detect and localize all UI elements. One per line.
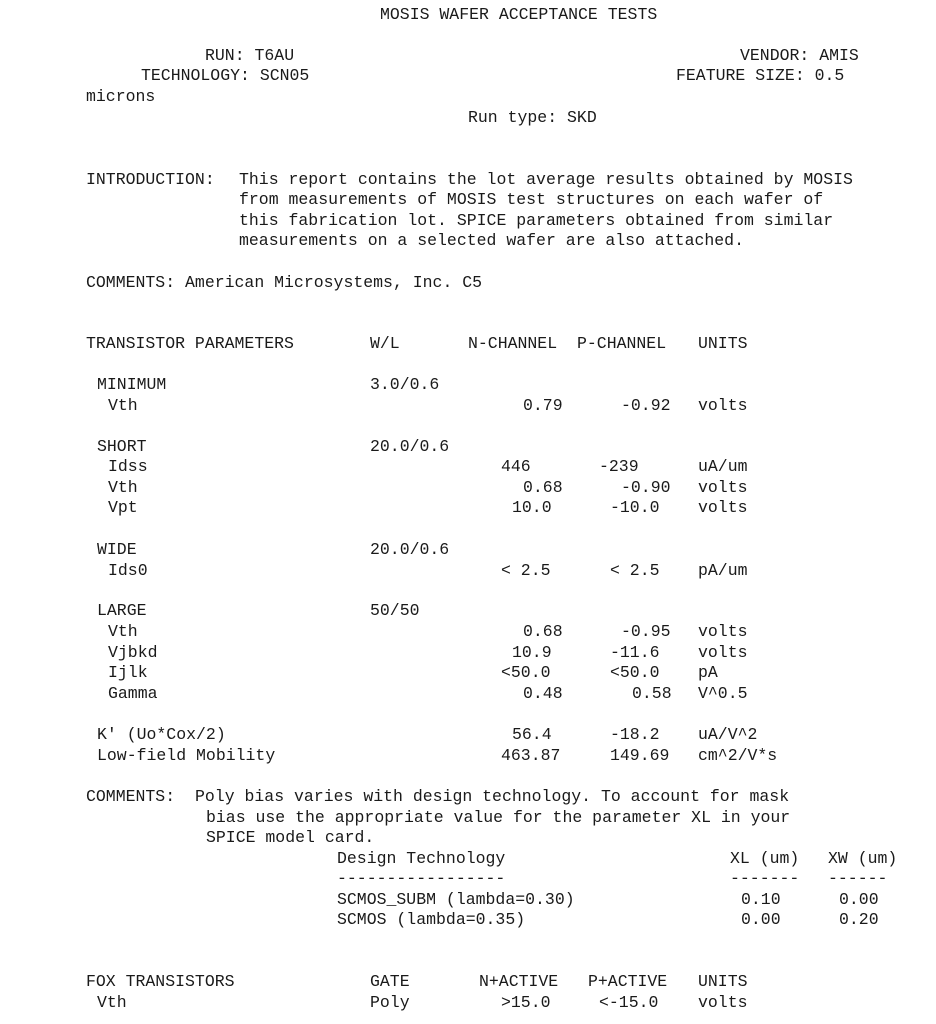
- run-id: RUN: T6AU: [205, 46, 295, 65]
- group-name: WIDE: [97, 540, 137, 559]
- unit: volts: [698, 643, 748, 662]
- p-channel-value: -239: [599, 457, 639, 476]
- group-wl: 3.0/0.6: [370, 375, 440, 394]
- group-wl: 20.0/0.6: [370, 437, 450, 456]
- col-header-gate: GATE: [370, 972, 410, 991]
- introduction-line: measurements on a selected wafer are also attached.: [239, 231, 744, 250]
- col-header-n-channel: N-CHANNEL: [468, 334, 558, 353]
- col-header-wl: W/L: [370, 334, 400, 353]
- n-channel-value: 10.0: [512, 498, 552, 517]
- p-channel-value: -10.0: [610, 498, 660, 517]
- unit: cm^2/V*s: [698, 746, 778, 765]
- gate-value: Poly: [370, 993, 410, 1012]
- unit: volts: [698, 396, 748, 415]
- col-header-fox-transistors: FOX TRANSISTORS: [86, 972, 235, 991]
- unit: volts: [698, 622, 748, 641]
- comments-label: COMMENTS:: [86, 787, 176, 806]
- param-name: K' (Uo*Cox/2): [97, 725, 226, 744]
- xw-value: 0.00: [839, 890, 879, 909]
- xl-value: 0.10: [741, 890, 781, 909]
- p-channel-value: 149.69: [610, 746, 670, 765]
- n-channel-value: 56.4: [512, 725, 552, 744]
- report-title: MOSIS WAFER ACCEPTANCE TESTS: [380, 5, 658, 24]
- n-channel-value: 0.79: [523, 396, 563, 415]
- n-channel-value: 446: [501, 457, 531, 476]
- design-technology: SCMOS_SUBM (lambda=0.30): [337, 890, 575, 909]
- introduction-line: from measurements of MOSIS test structures on each wafer of: [239, 190, 824, 209]
- p-channel-value: -0.92: [621, 396, 671, 415]
- param-name: Gamma: [108, 684, 158, 703]
- col-header-xw: XW (um): [828, 849, 898, 868]
- feature-units: microns: [86, 87, 156, 106]
- p-channel-value: 0.58: [632, 684, 672, 703]
- n-channel-value: 10.9: [512, 643, 552, 662]
- unit: volts: [698, 478, 748, 497]
- p-channel-value: <50.0: [610, 663, 660, 682]
- header-underline: -----------------: [337, 869, 506, 888]
- param-name: Idss: [108, 457, 148, 476]
- col-header-xl: XL (um): [730, 849, 800, 868]
- comments-line: bias use the appropriate value for the parameter XL in your: [206, 808, 791, 827]
- group-wl: 20.0/0.6: [370, 540, 450, 559]
- unit: uA/V^2: [698, 725, 758, 744]
- param-name: Vpt: [108, 498, 138, 517]
- design-technology: SCMOS (lambda=0.35): [337, 910, 526, 929]
- xl-value: 0.00: [741, 910, 781, 929]
- n-channel-value: 463.87: [501, 746, 561, 765]
- n-channel-value: 0.68: [523, 478, 563, 497]
- col-header-p-channel: P-CHANNEL: [577, 334, 667, 353]
- param-name: Ijlk: [108, 663, 148, 682]
- technology: TECHNOLOGY: SCN05: [141, 66, 310, 85]
- unit: V^0.5: [698, 684, 748, 703]
- unit: volts: [698, 498, 748, 517]
- group-name: LARGE: [97, 601, 147, 620]
- param-name: Vth: [108, 396, 138, 415]
- n-channel-value: 0.48: [523, 684, 563, 703]
- param-name: Vth: [108, 622, 138, 641]
- col-header-units: UNITS: [698, 334, 748, 353]
- col-header-parameters: TRANSISTOR PARAMETERS: [86, 334, 294, 353]
- p-channel-value: < 2.5: [610, 561, 660, 580]
- col-header-units: UNITS: [698, 972, 748, 991]
- group-wl: 50/50: [370, 601, 420, 620]
- unit: volts: [698, 993, 748, 1012]
- param-name: Vjbkd: [108, 643, 158, 662]
- unit: uA/um: [698, 457, 748, 476]
- header-underline: ------: [828, 869, 888, 888]
- xw-value: 0.20: [839, 910, 879, 929]
- param-name: Vth: [97, 993, 127, 1012]
- col-header-p-active: P+ACTIVE: [588, 972, 668, 991]
- n-channel-value: 0.68: [523, 622, 563, 641]
- p-active-value: <-15.0: [599, 993, 659, 1012]
- group-name: MINIMUM: [97, 375, 167, 394]
- introduction-line: this fabrication lot. SPICE parameters obtained from similar: [239, 211, 834, 230]
- comments-line: Poly bias varies with design technology. To account for mask: [195, 787, 790, 806]
- header-underline: -------: [730, 869, 800, 888]
- feature-size: FEATURE SIZE: 0.5: [676, 66, 845, 85]
- n-active-value: >15.0: [501, 993, 551, 1012]
- unit: pA/um: [698, 561, 748, 580]
- p-channel-value: -11.6: [610, 643, 660, 662]
- comments-vendor: COMMENTS: American Microsystems, Inc. C5: [86, 273, 483, 292]
- param-name: Low-field Mobility: [97, 746, 276, 765]
- vendor: VENDOR: AMIS: [740, 46, 859, 65]
- unit: pA: [698, 663, 718, 682]
- introduction-label: INTRODUCTION:: [86, 170, 215, 189]
- param-name: Vth: [108, 478, 138, 497]
- p-channel-value: -0.90: [621, 478, 671, 497]
- run-type: Run type: SKD: [468, 108, 597, 127]
- introduction-line: This report contains the lot average results obtained by MOSIS: [239, 170, 853, 189]
- n-channel-value: <50.0: [501, 663, 551, 682]
- col-header-n-active: N+ACTIVE: [479, 972, 559, 991]
- col-header-design-technology: Design Technology: [337, 849, 506, 868]
- comments-line: SPICE model card.: [206, 828, 375, 847]
- p-channel-value: -18.2: [610, 725, 660, 744]
- group-name: SHORT: [97, 437, 147, 456]
- p-channel-value: -0.95: [621, 622, 671, 641]
- param-name: Ids0: [108, 561, 148, 580]
- n-channel-value: < 2.5: [501, 561, 551, 580]
